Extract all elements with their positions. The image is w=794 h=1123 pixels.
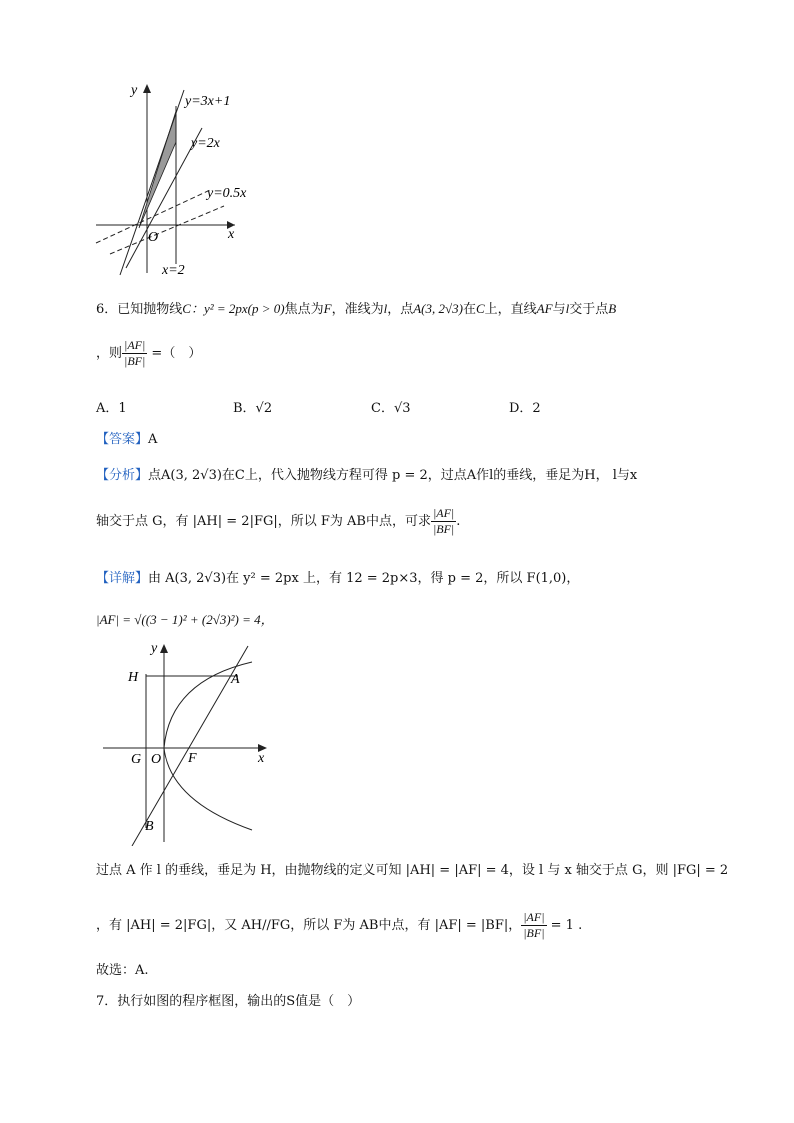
q6-eq-sign: = [147, 346, 163, 361]
analysis-text-1: 点A(3, 2√3)在C上，代入抛物线方程可得 p = 2，过点A作l的垂线，垂足为H， l与x [148, 468, 638, 483]
figure-parabola-graph [100, 636, 280, 846]
label-y-0-5x: y=0.5x [207, 186, 247, 201]
answer-value: A [148, 432, 158, 447]
focus-f: F [323, 301, 332, 316]
y-axis-arrow [160, 644, 168, 653]
detail-text-4b: = 1 . [546, 918, 583, 933]
directrix-l: l [383, 301, 388, 316]
detail-tag: 【详解】 [96, 571, 149, 586]
analysis-line1 [96, 464, 637, 483]
q6-stem-part6: 上，直线 [484, 302, 537, 317]
detail-line4 [96, 910, 582, 941]
b-label: B [145, 819, 154, 834]
label-y-3x-1: y=3x+1 [185, 94, 231, 109]
analysis-line2 [96, 506, 460, 537]
option-a[interactable]: A．1 [96, 401, 127, 416]
q6-stem-part9: ，则 [96, 346, 123, 361]
label-x-2: x=2 [162, 263, 185, 278]
parabola-c: C [182, 301, 191, 316]
f-label: F [188, 751, 197, 766]
q6-stem-part3: ，准线为 [331, 302, 384, 317]
q6-stem-part2: 焦点为 [284, 302, 324, 317]
analysis-fraction [431, 506, 456, 537]
analysis-frac-den: |BF| [432, 522, 455, 536]
analysis-text-2: 轴交于点 G，有 |AH| = 2|FG|，所以 F为 AB中点，可求 [96, 514, 431, 529]
q6-stem-part5: 在 [462, 302, 476, 317]
conclusion: 故选：A. [96, 963, 149, 978]
g-label: G [131, 752, 142, 767]
parabola-equation: ：y² = 2px(p > 0) [190, 301, 285, 316]
q7-stem: 7．执行如图的程序框图，输出的S值是（ ） [96, 994, 361, 1009]
detail-line1 [96, 567, 579, 586]
option-b[interactable]: B．√2 [233, 401, 273, 416]
line-y-3x-1 [120, 90, 184, 275]
q6-stem-part10: （ ） [162, 346, 202, 361]
q6-stem-part8: 交于点 [569, 302, 609, 317]
origin-label: O [148, 230, 159, 245]
o-label: O [151, 752, 162, 767]
detail-frac-num: |AF| [523, 910, 545, 924]
q6-stem-line2 [96, 338, 201, 369]
y-label: y [131, 83, 138, 98]
y-axis-arrow [143, 84, 151, 93]
h-label: H [128, 670, 139, 685]
line-af: AF [536, 301, 553, 316]
detail-text-1: 由 A(3, 2√3)在 y² = 2px 上，有 12 = 2p×3，得 p = 2，所以 F(1,0)， [148, 571, 580, 586]
option-d[interactable]: D．2 [509, 401, 541, 416]
parabola-curve [164, 662, 252, 830]
x-label: x [228, 227, 235, 242]
fraction-denominator: |BF| [124, 354, 146, 368]
option-c[interactable]: C．√3 [371, 401, 411, 416]
dashed-line-2 [110, 206, 224, 254]
q6-stem-part7: 与 [552, 302, 566, 317]
point-a: A(3, 2√3) [413, 301, 463, 316]
point-b: B [608, 301, 617, 316]
analysis-tag: 【分析】 [96, 468, 149, 483]
detail-frac-den: |BF| [523, 926, 545, 940]
answer-tag: 【答案】 [96, 432, 149, 447]
y-label: y [151, 641, 158, 656]
answer-line [96, 428, 157, 447]
figure-region-graph [90, 78, 290, 278]
a-label: A [231, 672, 240, 687]
q6-stem-line1 [96, 298, 616, 317]
parabola-c-2: C [475, 301, 485, 316]
q6-stem-part1: 6．已知抛物线 [96, 302, 183, 317]
directrix-l-2: l [565, 301, 570, 316]
label-y-2x: y=2x [191, 136, 220, 151]
detail-text-4a: ，有 |AH| = 2|FG|，又 AH//FG，所以 F为 AB中点，有 |AF| = |BF|， [96, 918, 522, 933]
detail-line3: 过点 A 作 l 的垂线，垂足为 H，由抛物线的定义可知 |AH| = |AF| = 4，设 l 与 x 轴交于点 G，则 |FG| = 2 [96, 863, 729, 878]
x-label: x [258, 751, 265, 766]
analysis-frac-num: |AF| [432, 506, 455, 520]
analysis-text-end: . [456, 514, 461, 529]
fraction-numerator: |AF| [124, 338, 146, 352]
detail-line2: |AF| = √((3 − 1)² + (2√3)²) = 4， [96, 612, 274, 627]
ratio-fraction [122, 338, 147, 369]
q6-stem-part4: ，点 [387, 302, 414, 317]
detail-fraction [521, 910, 546, 941]
